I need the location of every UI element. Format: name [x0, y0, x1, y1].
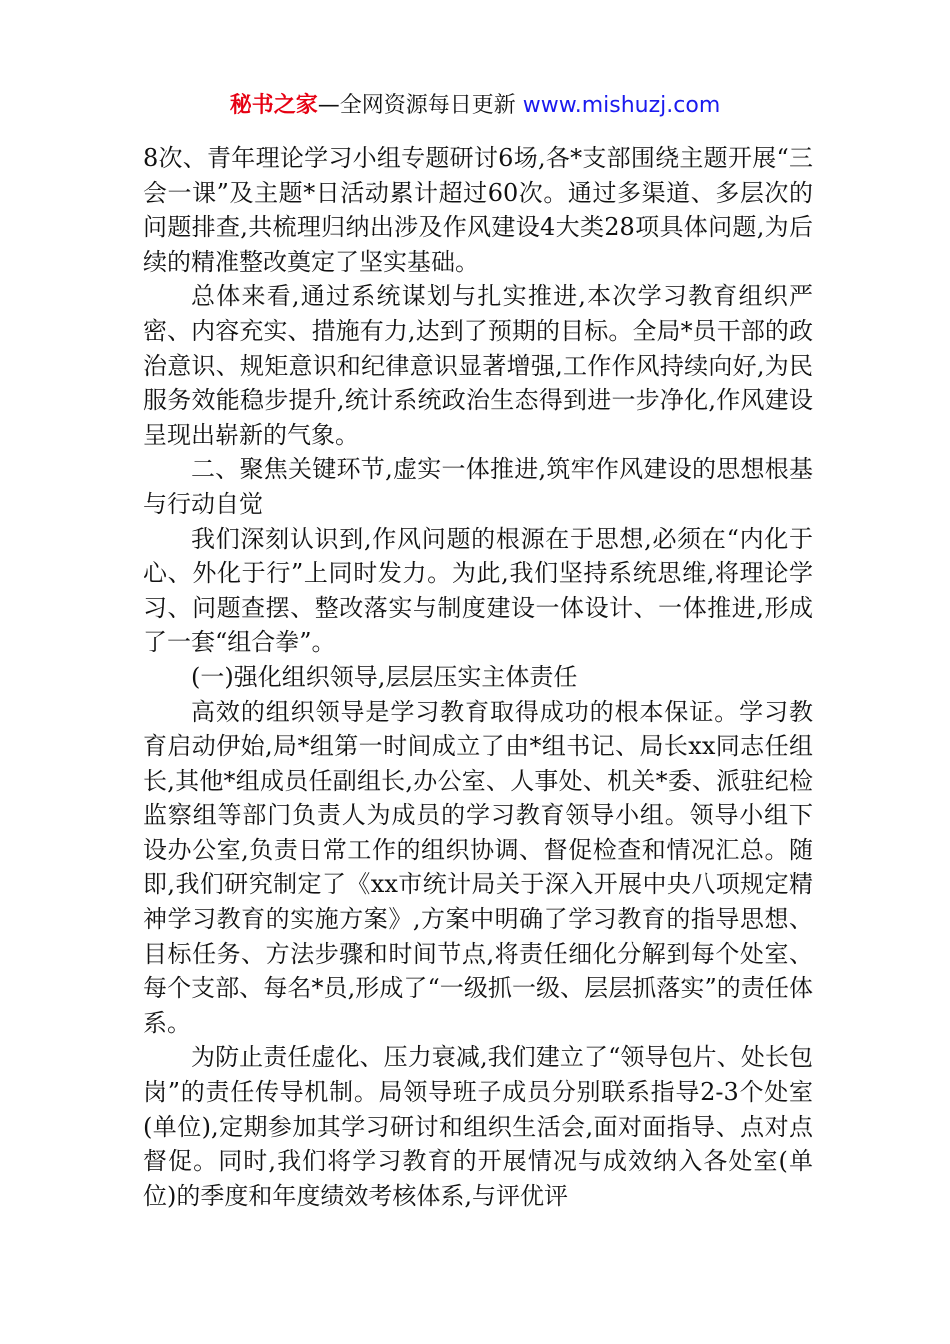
- site-tagline: —全网资源每日更新: [317, 93, 523, 118]
- site-url-link[interactable]: www.mishuzj.com: [522, 93, 721, 118]
- paragraph: 为防止责任虚化、压力衰减,我们建立了“领导包片、处长包岗”的责任传导机制。局领导班子成员分别联系指导2-3个处室(单位),定期参加其学习研讨和组织生活会,面对面指导、点对点督促。同时,我们将学习教育的开展情况与成效纳入各处室(单位)的季度和年度绩效考核体系,与评优评: [143, 1043, 813, 1210]
- site-header: [0, 90, 950, 122]
- paragraph: 8次、青年理论学习小组专题研讨6场,各*支部围绕主题开展“三会一课”及主题*日活动累计超过60次。通过多渠道、多层次的问题排查,共梳理归纳出涉及作风建设4大类28项具体问题,为后续的精准整改奠定了坚实基础。: [143, 144, 813, 276]
- subsection-heading: (一)强化组织领导,层层压实主体责任: [191, 662, 578, 691]
- paragraph: 总体来看,通过系统谋划与扎实推进,本次学习教育组织严密、内容充实、措施有力,达到了预期的目标。全局*员干部的政治意识、规矩意识和纪律意识显著增强,工作作风持续向好,为民服务效能稳步提升,统计系统政治生态得到进一步净化,作风建设呈现出崭新的气象。: [143, 282, 813, 449]
- site-brand: 秘书之家: [229, 93, 318, 118]
- document-body: [143, 141, 813, 1213]
- paragraph: 高效的组织领导是学习教育取得成功的根本保证。学习教育启动伊始,局*组第一时间成立了由*组书记、局长xx同志任组长,其他*组成员任副组长,办公室、人事处、机关*委、派驻纪检监察组等部门负责人为成员的学习教育领导小组。领导小组下设办公室,负责日常工作的组织协调、督促检查和情况汇总。随即,我们研究制定了《xx市统计局关于深入开展中央八项规定精神学习教育的实施方案》,方案中明确了学习教育的指导思想、目标任务、方法步骤和时间节点,将责任细化分解到每个处室、每个支部、每名*员,形成了“一级抓一级、层层抓落实”的责任体系。: [143, 697, 813, 1037]
- paragraph: 我们深刻认识到,作风问题的根源在于思想,必须在“内化于心、外化于行”上同时发力。为此,我们坚持系统思维,将理论学习、问题查摆、整改落实与制度建设一体设计、一体推进,形成了一套“组合拳”。: [143, 524, 813, 657]
- section-heading: 二、聚焦关键环节,虚实一体推进,筑牢作风建设的思想根基与行动自觉: [143, 455, 813, 518]
